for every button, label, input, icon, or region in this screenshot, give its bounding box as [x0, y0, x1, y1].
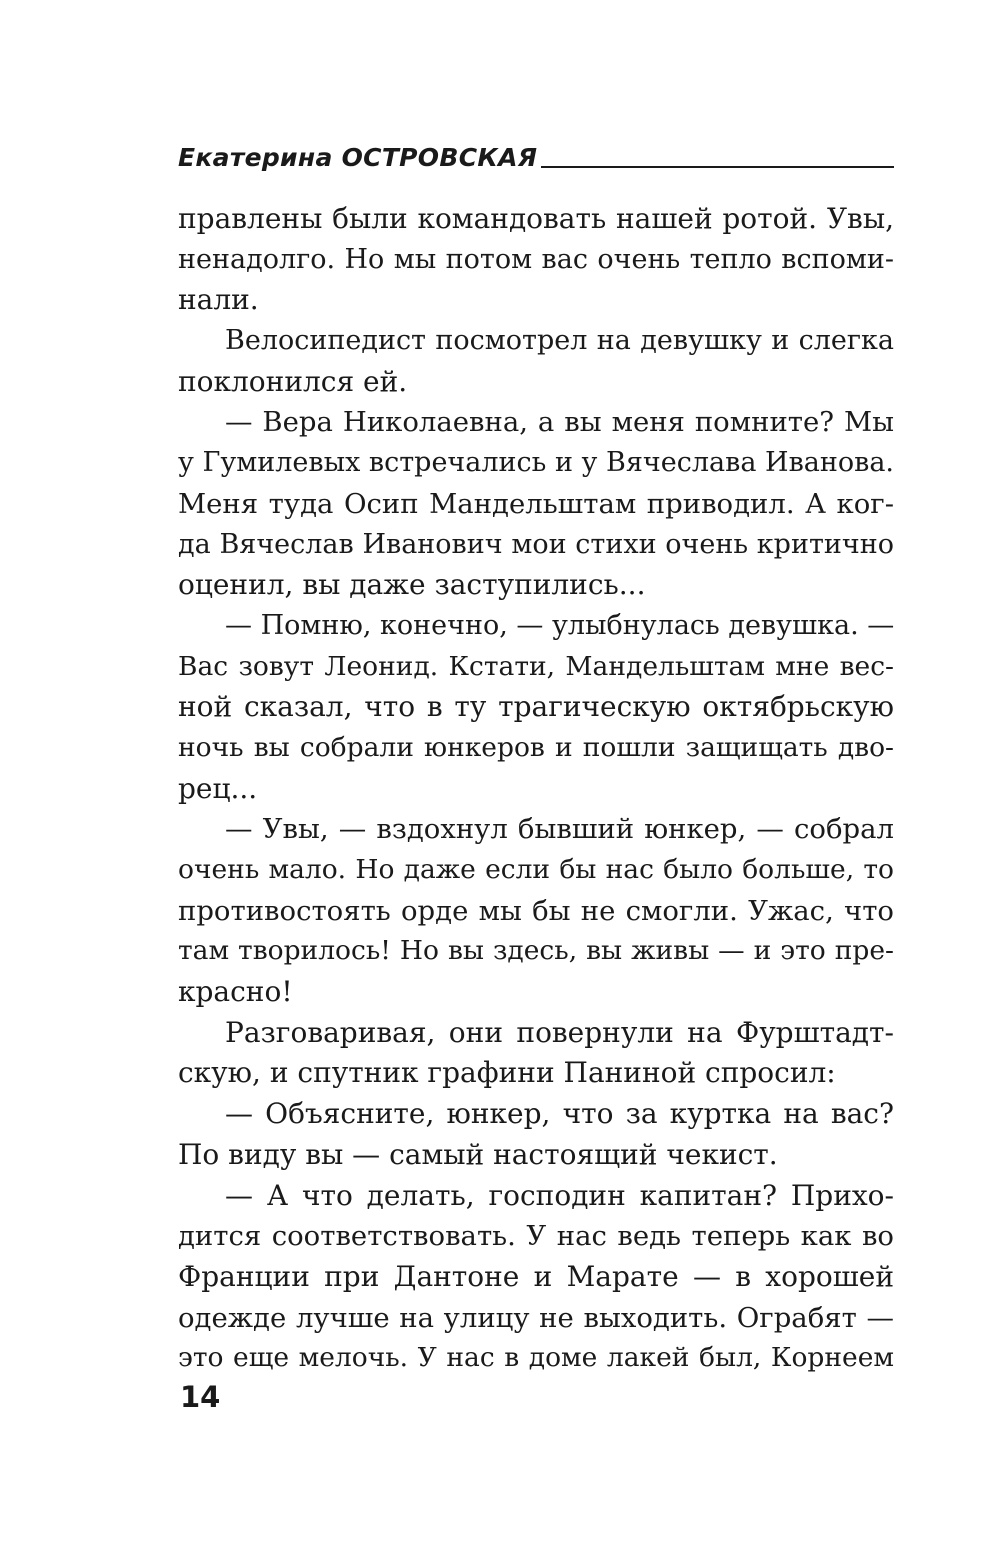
text-line: По виду вы — самый настоящий чекист. [178, 1137, 778, 1171]
running-header [178, 136, 894, 176]
text-line: оценил, вы даже заступились... [178, 568, 646, 602]
text-line: ночь вы собрали юнкеров и пошли защищать дво- [178, 731, 894, 763]
header-rule [541, 166, 894, 168]
text-line: дится соответствовать. У нас ведь теперь как во [178, 1220, 894, 1253]
text-line: там творилось! Но вы здесь, вы живы — и это пре- [178, 935, 894, 967]
text-line: противостоять орде мы бы не смогли. Ужас, что [178, 894, 894, 927]
text-line: правлены были командовать нашей ротой. Увы, [178, 202, 894, 235]
text-line: — Вера Николаевна, а вы меня помните? Мы [225, 406, 894, 439]
text-line: очень мало. Но даже если бы нас было больше, то [178, 854, 894, 885]
text-line: Велосипедист посмотрел на девушку и слегка [225, 325, 894, 357]
author-name: Екатерина ОСТРОВСКАЯ [178, 143, 538, 172]
text-line: ной сказал, что в ту трагическую октябрьскую [178, 690, 894, 724]
text-line: — Увы, — вздохнул бывший юнкер, — собрал [225, 813, 894, 846]
text-line: скую, и спутник графини Паниной спросил: [178, 1056, 836, 1090]
page-number: 14 [180, 1380, 221, 1414]
text-line: поклонился ей. [178, 364, 408, 398]
text-line: — А что делать, господин капитан? Прихо- [225, 1178, 894, 1212]
text-line: Меня туда Осип Мандельштам приводил. А ког- [178, 487, 894, 520]
text-line: Вас зовут Леонид. Кстати, Мандельштам мне вес- [178, 650, 894, 682]
body-text [178, 199, 894, 1379]
text-line: Франции при Дантоне и Марате — в хорошей [178, 1259, 894, 1293]
text-line: нали. [178, 283, 259, 317]
text-line: — Объясните, юнкер, что за куртка на вас? [225, 1097, 894, 1131]
text-line: ненадолго. Но мы потом вас очень тепло вспоми- [178, 243, 894, 275]
text-line: Разговаривая, они повернули на Фурштадт- [225, 1015, 894, 1049]
text-line: рец... [178, 771, 258, 805]
text-line: да Вячеслав Иванович мои стихи очень критично [178, 528, 894, 560]
text-line: у Гумилевых встречались и у Вячеслава Иванова. [178, 447, 894, 479]
text-line: красно! [178, 975, 293, 1009]
text-line: одежде лучше на улицу не выходить. Ограбят — [178, 1301, 894, 1334]
text-line: это еще мелочь. У нас в доме лакей был, Корнеем [178, 1342, 894, 1374]
text-line: — Помню, конечно, — улыбнулась девушка. — [225, 609, 895, 641]
